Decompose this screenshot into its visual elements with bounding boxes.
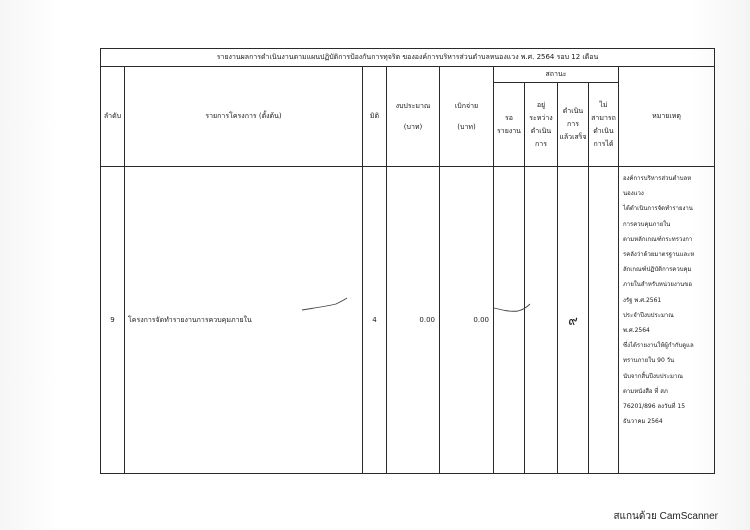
- row-status-unable: [589, 167, 619, 474]
- row-no: 9: [101, 167, 125, 474]
- remark-line: รคลังว่าด้วยมาตรฐานและห: [623, 251, 695, 259]
- status-unable-line-2: สามารถ: [591, 113, 616, 122]
- header-budget-line-2: (บาท): [403, 122, 423, 131]
- remark-line: องค์การบริหารส่วนตำบลห: [623, 175, 692, 182]
- remark-line: ประจำปีงบประมาณ: [623, 311, 674, 319]
- header-status-unable: [589, 83, 619, 167]
- row-status-in-progress: [525, 167, 558, 474]
- row-status-waiting: [494, 167, 525, 474]
- report-table: [100, 48, 715, 474]
- status-completed-line-3: แล้วเสร็จ: [559, 133, 587, 141]
- remark-line: ทราบภายใน 90 วัน: [623, 357, 675, 365]
- header-spent: [440, 67, 494, 167]
- remark-line: ภายในสำหรับหน่วยงานขอ: [623, 281, 692, 289]
- status-unable-line-4: การได้: [593, 139, 614, 148]
- remark-line: ตามหนังสือ ที่ สภ: [623, 387, 668, 395]
- header-project: รายการโครงการ (ตั้งต้น): [125, 67, 363, 167]
- status-unable-line-1: ไม่: [599, 100, 608, 109]
- remark-line: งรัฐ พ.ศ.2561: [623, 296, 662, 304]
- status-progress-line-4: การ: [535, 139, 547, 148]
- header-status-waiting: [494, 83, 525, 167]
- header-remark: หมายเหตุ: [619, 67, 715, 167]
- remark-line: ธันวาคม 2564: [623, 418, 663, 426]
- row-dimension: 4: [363, 167, 387, 474]
- status-progress-line-1: อยู่: [536, 100, 546, 109]
- status-progress-line-3: ดำเนิน: [530, 126, 552, 135]
- remark-line: 76201/896 ลงวันที่ 15: [623, 403, 686, 411]
- status-completed-line-2: การ: [567, 120, 579, 128]
- report-title: รายงานผลการดำเนินงานตามแผนปฏิบัติการป้องกันการทุจริต ขององค์การบริหารส่วนตำบลหนองแวง พ.ศ. 2564 รอบ 12 เดือน: [101, 49, 715, 67]
- remark-line: นับจากสิ้นปีงบประมาณ: [623, 372, 683, 380]
- row-project: โครงการจัดทำรายงานการควบคุมภายใน: [125, 167, 363, 474]
- table-row: [101, 167, 715, 474]
- row-spent: 0.00: [440, 167, 494, 474]
- status-waiting-line-2: รายงาน: [497, 126, 521, 135]
- header-spent-line-2: (บาท): [457, 122, 476, 131]
- header-spent-line-1: เบิกจ่าย: [454, 101, 479, 110]
- header-status-in-progress: [525, 83, 558, 167]
- remark-line: พ.ศ.2564: [623, 327, 650, 335]
- remark-line: ซึ่งได้รายงานให้ผู้กำกับดูแล: [623, 342, 694, 350]
- remark-line: การควบคุมภายใน: [623, 220, 671, 228]
- header-dimension: มิติ: [363, 67, 387, 167]
- header-budget-line-1: งบประมาณ: [395, 101, 431, 110]
- header-budget: [387, 67, 440, 167]
- status-waiting-line-1: รอ: [505, 113, 513, 122]
- row-budget: 0.00: [387, 167, 440, 474]
- status-progress-line-2: ระหว่าง: [529, 113, 553, 122]
- remark-line: ลักเกณฑ์ปฏิบัติการควบคุม: [623, 266, 692, 274]
- remark-line: ตามหลักเกณฑ์กระทรวงกา: [623, 235, 693, 243]
- header-status-completed: [558, 83, 589, 167]
- row-remark: [619, 167, 715, 474]
- scanner-watermark: สแกนด้วย CamScanner: [613, 511, 718, 522]
- row-status-completed: ๙: [558, 167, 589, 474]
- header-no: ลำดับ: [101, 67, 125, 167]
- status-unable-line-3: ดำเนิน: [593, 126, 614, 135]
- header-status: สถานะ: [494, 67, 619, 83]
- status-completed-line-1: ดำเนิน: [562, 107, 584, 115]
- remark-line: นองแวง: [623, 190, 644, 198]
- remark-line: ได้ดำเนินการจัดทำรายงาน: [623, 205, 693, 213]
